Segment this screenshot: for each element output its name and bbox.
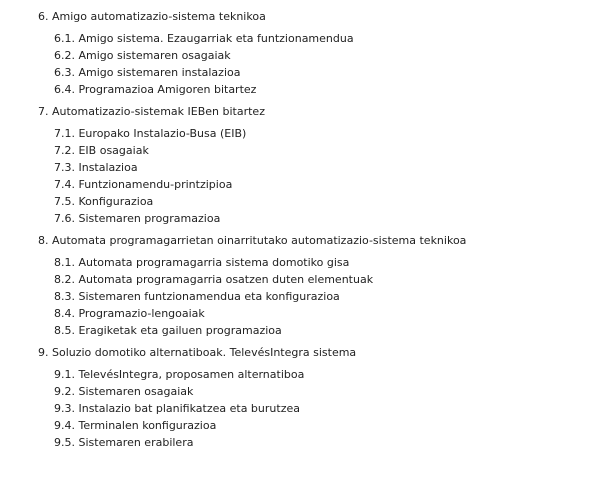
- toc-subitem: 9.2. Sistemaren osagaiak: [54, 385, 194, 398]
- toc-chapter-6: [0, 8, 600, 98]
- toc-subitem: 8.3. Sistemaren funtzionamendua eta konfigurazioa: [54, 290, 340, 303]
- toc-subitem: 8.2. Automata programagarria osatzen duten elementuak: [54, 273, 374, 286]
- toc-subitem: 6.1. Amigo sistema. Ezaugarriak eta funtzionamendua: [54, 32, 354, 45]
- subitem-list: [0, 366, 600, 451]
- toc-subitem: 9.3. Instalazio bat planifikatzea eta burutzea: [54, 402, 300, 415]
- toc-subitem: 6.3. Amigo sistemaren instalazioa: [54, 66, 241, 79]
- chapter-title: 6. Amigo automatizazio-sistema teknikoa: [38, 10, 266, 23]
- toc-subitem: 7.2. EIB osagaiak: [54, 144, 149, 157]
- toc-chapter-9: [0, 344, 600, 451]
- toc-subitem: 7.6. Sistemaren programazioa: [54, 212, 221, 225]
- toc-subitem: 7.1. Europako Instalazio-Busa (EIB): [54, 127, 247, 140]
- toc-subitem: 9.4. Terminalen konfigurazioa: [54, 419, 217, 432]
- toc-chapter-7: [0, 103, 600, 227]
- chapter-title: 7. Automatizazio-sistemak IEBen bitartez: [38, 105, 265, 118]
- toc-subitem: 7.5. Konfigurazioa: [54, 195, 154, 208]
- toc-subitem: 8.1. Automata programagarria sistema domotiko gisa: [54, 256, 350, 269]
- chapter-title: 9. Soluzio domotiko alternatiboak. TelevésIntegra sistema: [38, 346, 357, 359]
- toc-chapter-8: [0, 232, 600, 339]
- toc-subitem: 6.4. Programazioa Amigoren bitartez: [54, 83, 257, 96]
- subitem-list: [0, 125, 600, 227]
- toc-subitem: 7.3. Instalazioa: [54, 161, 138, 174]
- subitem-list: [0, 30, 600, 98]
- toc-subitem: 8.5. Eragiketak eta gailuen programazioa: [54, 324, 282, 337]
- subitem-list: [0, 254, 600, 339]
- toc-subitem: 9.5. Sistemaren erabilera: [54, 436, 194, 449]
- toc-subitem: 6.2. Amigo sistemaren osagaiak: [54, 49, 231, 62]
- toc-subitem: 7.4. Funtzionamendu-printzipioa: [54, 178, 233, 191]
- toc-subitem: 8.4. Programazio-lengoaiak: [54, 307, 205, 320]
- chapter-title: 8. Automata programagarrietan oinarritutako automatizazio-sistema teknikoa: [38, 234, 467, 247]
- toc-subitem: 9.1. TelevésIntegra, proposamen alternatiboa: [54, 368, 305, 381]
